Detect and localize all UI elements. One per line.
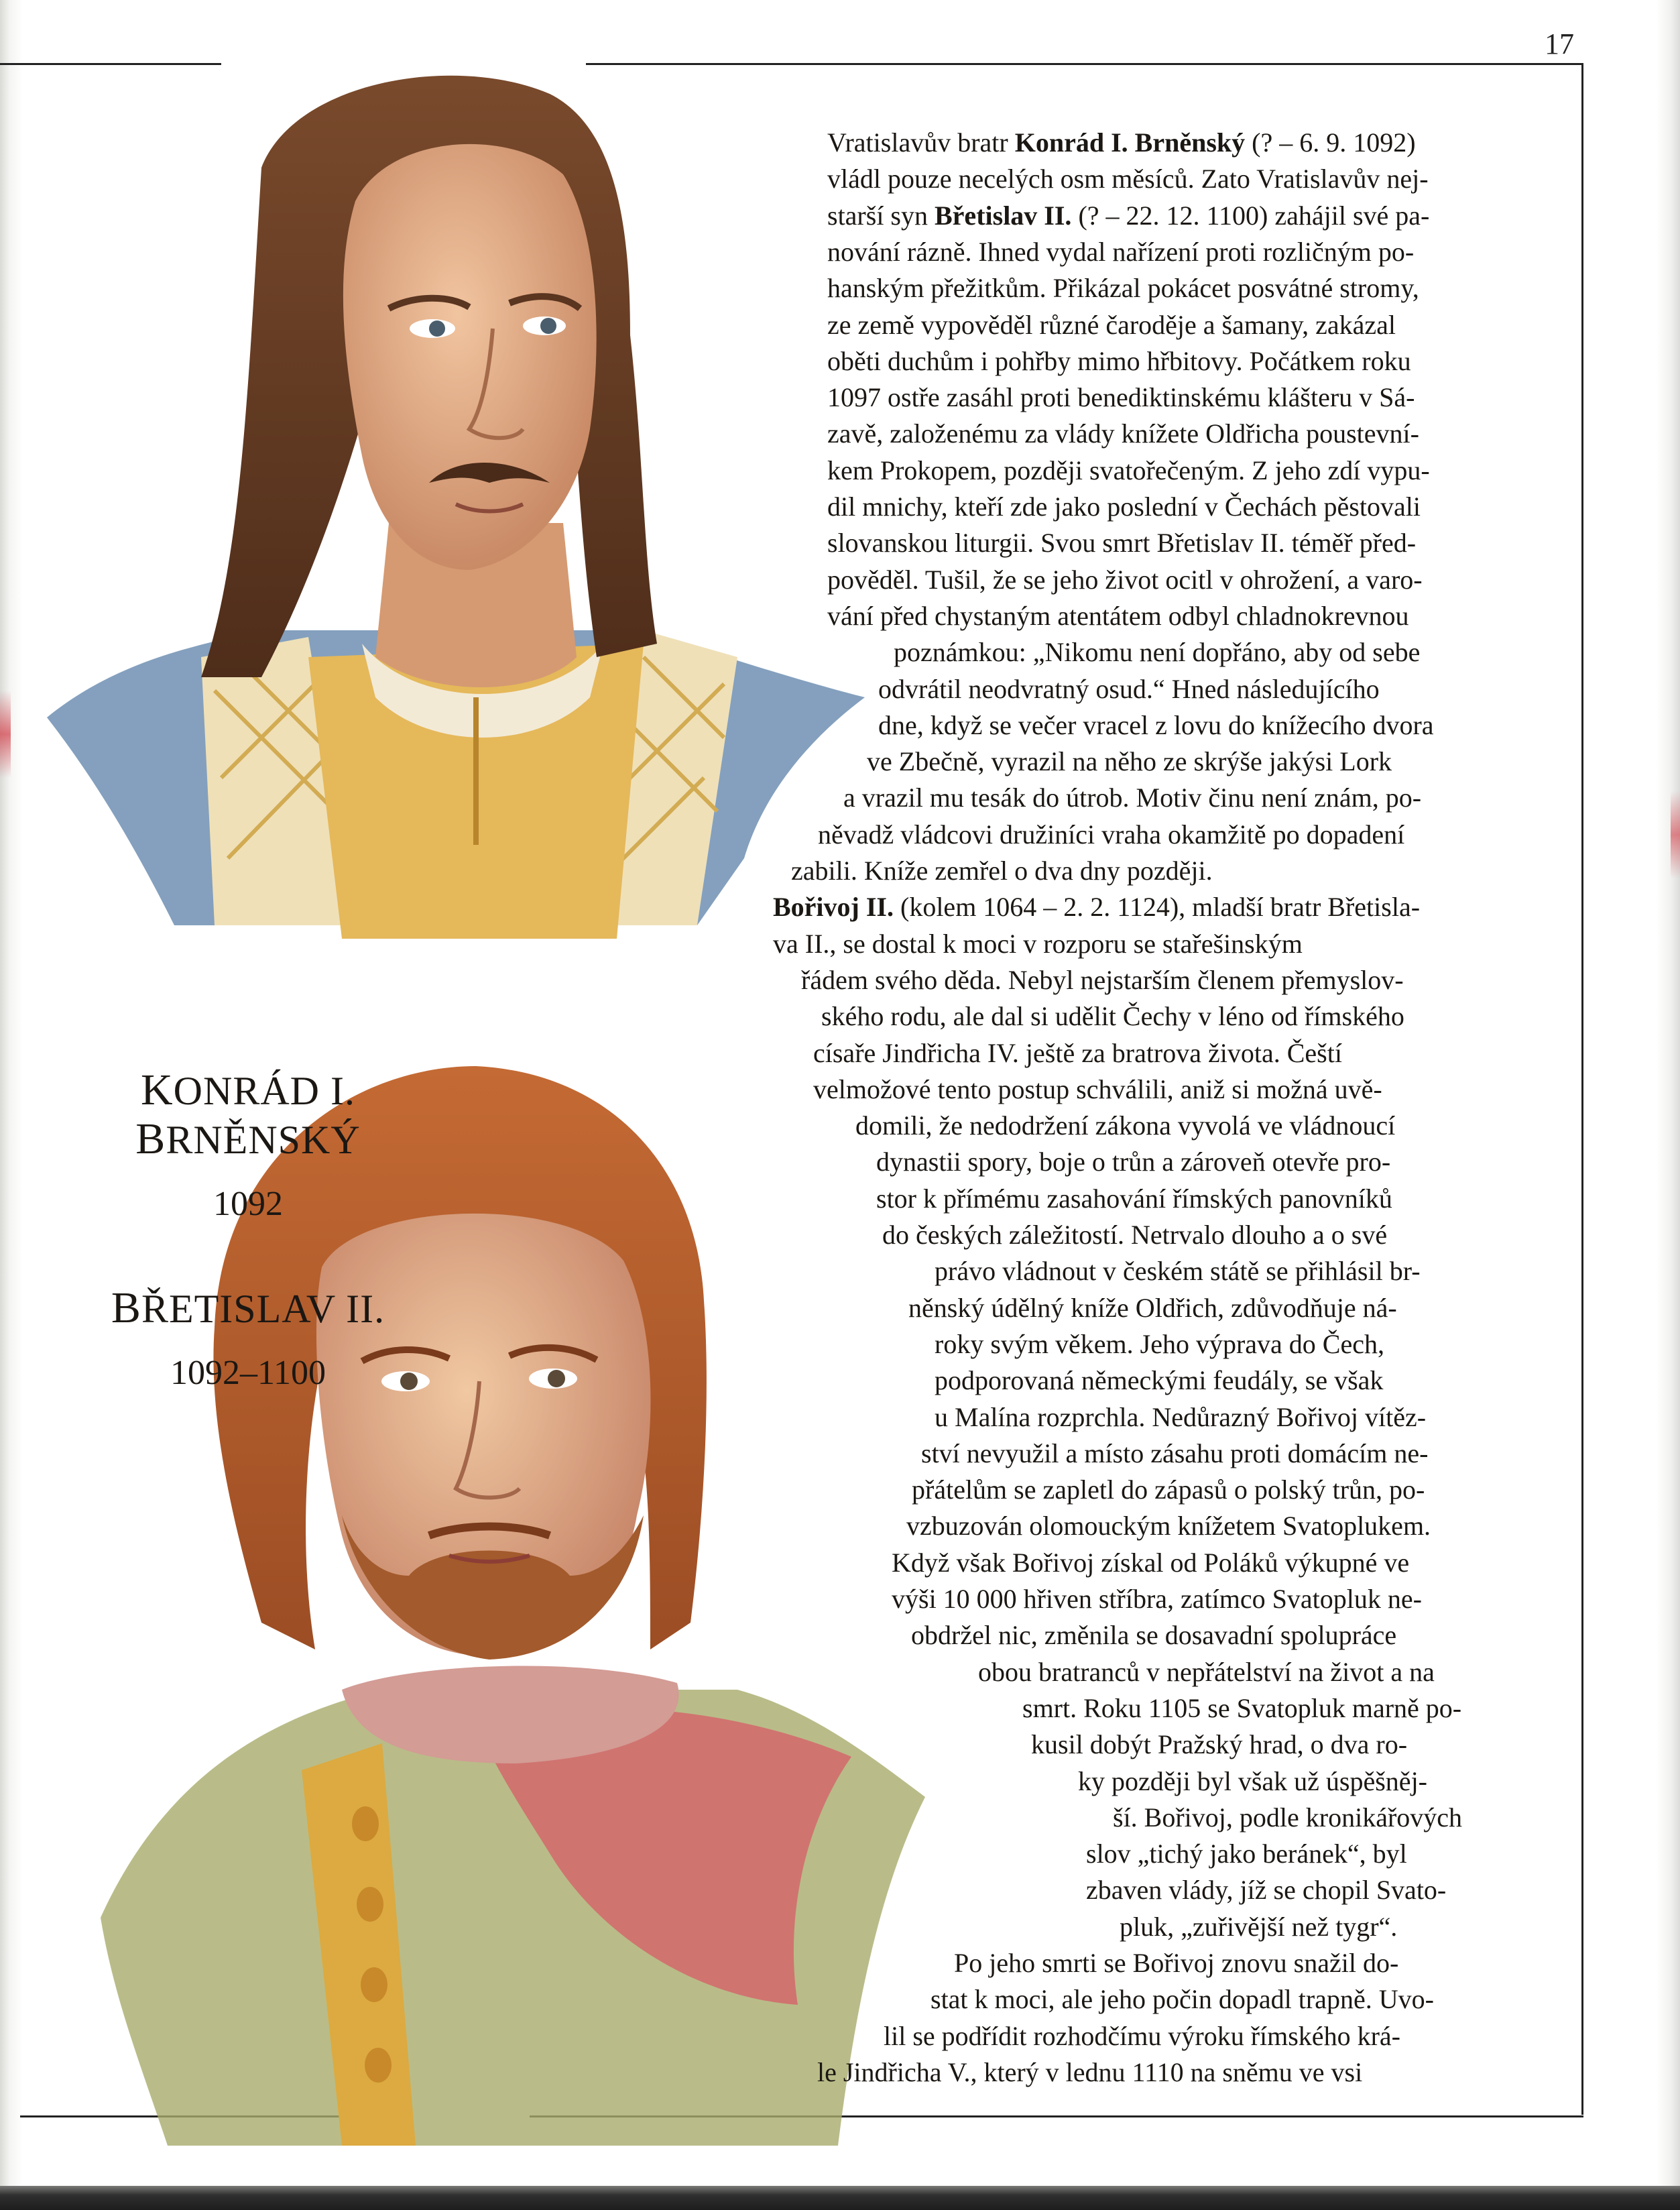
body-text-line <box>954 1945 1398 1981</box>
text-run: u Malína rozprchla. Nedůrazný Bořivoj vítěz- <box>935 1402 1427 1432</box>
text-run: ve Zbečně, vyrazil na něho ze skrýše jakýsi Lork <box>867 746 1392 776</box>
body-text-line <box>1022 1690 1461 1727</box>
text-run: domili, že nedodržení zákona vyvolá ve vládnoucí <box>855 1110 1396 1141</box>
body-text-line <box>894 634 1420 671</box>
body-text-line <box>827 453 1430 489</box>
caption-name-rest: ONRÁD I. <box>173 1069 355 1113</box>
body-text-line <box>1113 1800 1462 1836</box>
text-run: kem Prokopem, později svatořečeným. Z jeho zdí vypu- <box>827 455 1430 485</box>
text-run: přátelům se zapletl do zápasů o polský trůn, po- <box>912 1474 1425 1505</box>
text-run: Vratislavův bratr <box>827 127 1015 158</box>
text-run: vání před chystaným atentátem odbyl chladnokrevnou <box>827 601 1409 631</box>
text-run: odvrátil neodvratný osud.“ Hned následujícího <box>878 674 1380 704</box>
body-text-line <box>813 1035 1342 1071</box>
text-run: dil mnichy, kteří zde jako poslední v Čechách pěstovali <box>827 491 1421 522</box>
body-text-line <box>876 1181 1392 1217</box>
text-run: něnský údělný kníže Oldřich, zdůvodňuje ná- <box>908 1293 1397 1323</box>
text-run: oběti duchům i pohřby mimo hřbitovy. Počátkem roku <box>827 346 1411 376</box>
text-run: zavě, založenému za vlády knížete Oldřicha poustevní- <box>827 418 1419 449</box>
body-text-line <box>827 307 1396 343</box>
body-text-line <box>892 1581 1422 1617</box>
frame-line-right <box>1581 63 1583 2115</box>
text-run: poznámkou: „Nikomu není dopřáno, aby od sebe <box>894 637 1421 667</box>
text-run: lil se podřídit rozhodčímu výroku římského krá- <box>884 2021 1400 2051</box>
body-text-line <box>876 1144 1390 1180</box>
body-text-line <box>935 1362 1383 1399</box>
text-run: a vrazil mu tesák do útrob. Motiv činu není znám, po- <box>843 782 1422 813</box>
text-run: právo vládnout v českém státě se přihlásil br- <box>935 1256 1421 1286</box>
caption-name <box>101 1284 396 1333</box>
body-text-line <box>827 489 1421 525</box>
adjacent-page-edge-right <box>1671 791 1680 878</box>
text-run: podporovaná německými feudály, se však <box>935 1365 1384 1395</box>
body-text-line <box>908 1290 1397 1326</box>
body-text-line <box>935 1399 1426 1436</box>
body-text-line <box>878 707 1434 744</box>
text-run: pluk, „zuřivější než tygr“. <box>1120 1912 1398 1942</box>
body-text-line <box>827 161 1429 197</box>
caption-name <box>101 1066 396 1164</box>
text-run: zabili. Kníže zemřel o dva dny později. <box>791 856 1213 886</box>
text-run: obou bratranců v nepřátelství na život a na <box>978 1657 1435 1687</box>
caption-initial: B <box>135 1114 166 1163</box>
body-text-line <box>931 1981 1434 2018</box>
body-text-line <box>843 780 1421 816</box>
body-text-line <box>827 380 1415 416</box>
text-run: dne, když se večer vracel z lovu do knížecího dvora <box>878 710 1434 740</box>
body-text-line <box>921 1436 1428 1472</box>
text-run: ky později byl však už úspěšněj- <box>1078 1766 1427 1796</box>
text-run: roky svým věkem. Jeho výprava do Čech, <box>935 1329 1384 1359</box>
body-text-line <box>827 562 1423 598</box>
body-text-line <box>818 817 1404 853</box>
text-run: le Jindřicha V., který v lednu 1110 na sněmu ve vsi <box>817 2057 1363 2087</box>
caption-bretislav-ii <box>101 1284 396 1397</box>
text-run: 1097 ostře zasáhl proti benediktinskému klášteru v Sá- <box>827 382 1415 412</box>
body-text-line <box>892 1545 1409 1581</box>
text-run: výši 10 000 hřiven stříbra, zatímco Svatopluk ne- <box>892 1584 1422 1614</box>
ruler-name-bold: Bořivoj II. <box>773 892 894 922</box>
caption-years: 1092 <box>213 1185 283 1223</box>
body-text-line <box>773 926 1303 962</box>
body-text-line <box>935 1253 1421 1289</box>
body-text-line <box>978 1654 1435 1690</box>
body-text-line <box>827 270 1419 306</box>
text-run: slov „tichý jako beránek“, byl <box>1086 1839 1407 1869</box>
body-text-line <box>1120 1909 1397 1945</box>
text-run: stor k přímému zasahování římských panovníků <box>876 1183 1392 1214</box>
text-run: dynastii spory, boje o trůn a zároveň otevře pro- <box>876 1147 1391 1177</box>
body-text-line <box>817 2054 1362 2091</box>
text-run: ší. Bořivoj, podle kronikářových <box>1113 1802 1463 1833</box>
text-run: slovanskou liturgii. Svou smrt Břetislav II. téměř před- <box>827 528 1417 558</box>
body-text-line <box>878 671 1380 707</box>
body-text-line <box>884 2018 1400 2054</box>
text-run: va II., se dostal k moci v rozporu se stařešinským <box>773 929 1303 959</box>
text-run: pověděl. Tušil, že se jeho život ocitl v ohrožení, a varo- <box>827 565 1423 595</box>
body-text-line <box>1086 1872 1446 1908</box>
text-run: (? – 22. 12. 1100) zahájil své pa- <box>1071 200 1430 231</box>
text-run: (? – 6. 9. 1092) <box>1245 127 1416 158</box>
portrait-konrad-i <box>40 54 878 1006</box>
body-text-line <box>827 416 1419 452</box>
body-text-line <box>1078 1763 1427 1800</box>
text-run: císaře Jindřicha IV. ještě za bratrova života. Čeští <box>813 1038 1342 1068</box>
caption-konrad-i <box>101 1066 396 1228</box>
body-text-line <box>855 1108 1395 1144</box>
text-run: ského rodu, ale dal si udělit Čechy v léno od římského <box>821 1001 1404 1031</box>
text-run: něvadž vládcovi družiníci vraha okamžitě po dopadení <box>818 819 1405 850</box>
caption-name-rest: RNĚNSKÝ <box>166 1118 361 1162</box>
text-run: řádem svého děda. Nebyl nejstarším členem přemyslov- <box>801 965 1404 995</box>
caption-initial: B <box>111 1283 141 1332</box>
body-text-line <box>813 1071 1382 1108</box>
adjacent-page-edge <box>0 691 11 778</box>
text-run: vládl pouze necelých osm měsíců. Zato Vratislavův nej- <box>827 164 1429 194</box>
text-run: ze země vypověděl různé čaroděje a šamany, zakázal <box>827 310 1396 340</box>
text-run: hanským přežitkům. Přikázal pokácet posvátné stromy, <box>827 273 1419 303</box>
body-text-line <box>801 962 1404 998</box>
caption-initial: K <box>141 1065 174 1114</box>
caption-years: 1092–1100 <box>170 1354 326 1392</box>
body-text-line <box>827 525 1416 561</box>
body-text-line <box>821 998 1404 1035</box>
text-run: Když však Bořivoj získal od Poláků výkupné ve <box>892 1548 1410 1578</box>
book-binding <box>0 2186 1680 2210</box>
page-number: 17 <box>1545 27 1574 60</box>
body-text-line <box>1086 1836 1407 1872</box>
body-text-line <box>827 343 1411 380</box>
text-run: stat k moci, ale jeho počin dopadl trapně. Uvo- <box>931 1984 1434 2014</box>
text-run: zbaven vlády, jíž se chopil Svato- <box>1086 1875 1447 1905</box>
body-text-line <box>827 234 1414 270</box>
text-run: starší syn <box>827 200 935 231</box>
body-text-line <box>827 198 1429 234</box>
body-text-line <box>1031 1727 1407 1763</box>
ruler-name-bold: Břetislav II. <box>935 200 1072 231</box>
body-text-line <box>935 1326 1384 1362</box>
text-run: vzbuzován olomouckým knížetem Svatoplukem. <box>906 1511 1431 1541</box>
body-text-line <box>906 1508 1431 1544</box>
body-text-line <box>791 853 1213 889</box>
text-run: kusil dobýt Pražský hrad, o dva ro- <box>1031 1729 1408 1759</box>
text-run: nování rázně. Ihned vydal nařízení proti rozličným po- <box>827 237 1415 267</box>
text-run: smrt. Roku 1105 se Svatopluk marně po- <box>1022 1693 1462 1723</box>
text-run: (kolem 1064 – 2. 2. 1124), mladší bratr Břetisla- <box>894 892 1421 922</box>
text-run: velmožové tento postup schválili, aniž si možná uvě- <box>813 1074 1382 1104</box>
caption-name-rest: ŘETISLAV II. <box>141 1287 385 1331</box>
body-text-line <box>773 889 1420 925</box>
text-run: Po jeho smrti se Bořivoj znovu snažil do- <box>954 1948 1399 1978</box>
text-run: obdržel nic, změnila se dosavadní spolupráce <box>911 1620 1397 1650</box>
ruler-name-bold: Konrád I. Brněnský <box>1014 127 1246 158</box>
text-run: do českých záležitostí. Netrvalo dlouho a o své <box>882 1220 1388 1250</box>
body-text-line <box>827 598 1409 634</box>
text-run: ství nevyužil a místo zásahu proti domácím ne- <box>921 1438 1429 1468</box>
body-text-line <box>912 1472 1425 1508</box>
body-text-line <box>911 1617 1396 1653</box>
body-text-line <box>882 1217 1387 1253</box>
body-text-line <box>827 125 1416 161</box>
body-text-line <box>867 744 1392 780</box>
